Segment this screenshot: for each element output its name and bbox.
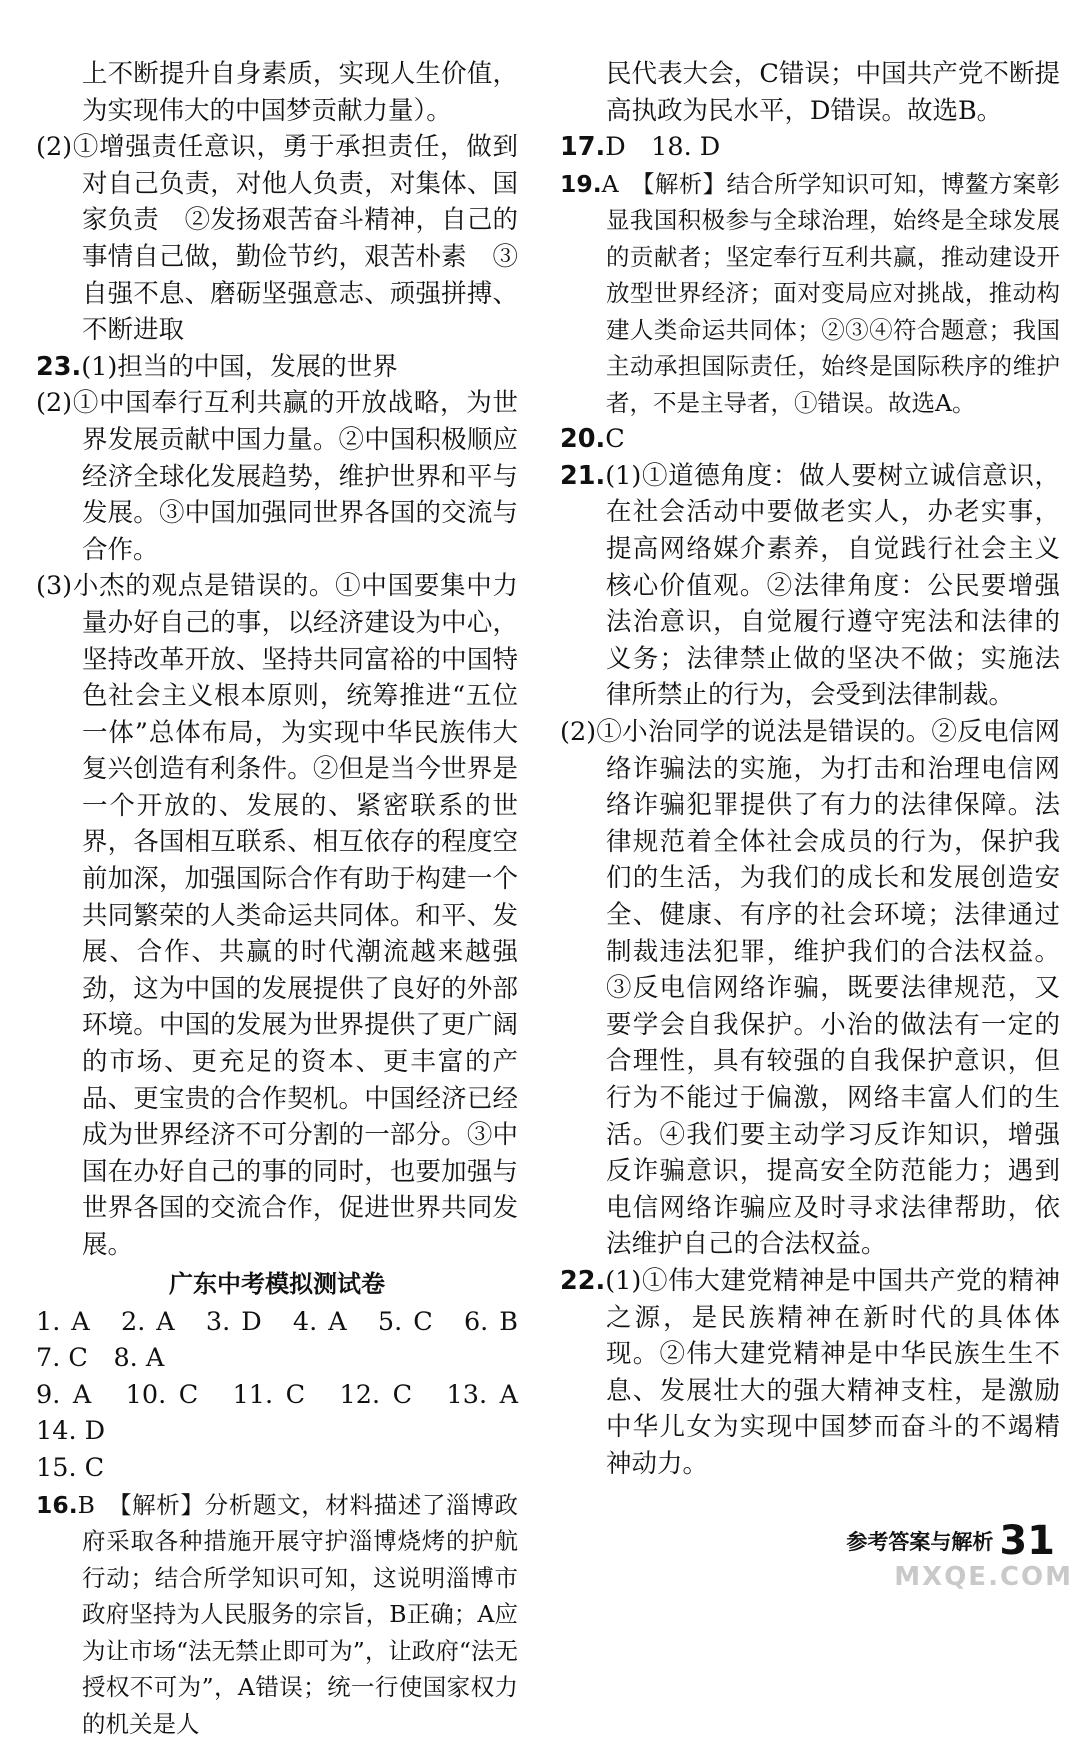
left-block-3 (36, 385, 518, 568)
block-text: (2)①小治同学的说法是错误的。②反电信网络诈骗法的实施，为打击和治理电信网络诈骗犯罪提供了有力的法律保障。法律规范着全体社会成员的行为，保护我们的生活，为我们的成长和发展创造安全、健康、有序的社会环境；法律通过制裁违法犯罪，维护我们的合法权益。③反电信网络诈骗，既要法律规范，又要学会自我保护。小治的做法有一定的合理性，具有较强的自我保护意识，但行为不能过于偏激，网络丰富人们的生活。④我们要主动学习反诈知识，增强反诈骗意识，提高安全防范能力；遇到电信网络诈骗应及时寻求法律帮助，依法维护自己的合法权益。 (560, 717, 1060, 1260)
question-number: 21. (560, 460, 606, 491)
right-column (560, 56, 1060, 1483)
answer-line-1: 1. A 2. A 3. D 4. A 5. C 6. B 7. C 8. A (36, 1306, 544, 1374)
block-text: 上不断提升自身素质，实现人生价值，为实现伟大的中国梦贡献力量）。 (82, 59, 518, 126)
block-text: D 18. D (605, 132, 721, 163)
page-number: 31 (999, 1518, 1055, 1564)
question-number: 22. (560, 1265, 606, 1296)
question-number: 17. (560, 132, 606, 163)
question-16 (36, 1487, 518, 1742)
block-text: A 【解析】结合所学知识可知，博鳌方案彰显我国积极参与全球治理，始终是全球发展的贡献者；坚定奉行互利共赢，推动建设开放型世界经济；面对变局应对挑战，推动构建人类命运共同体；②③④符合题意；我国主动承担国际责任，始终是国际秩序的维护者，不是主导者，①错误。故选A。 (601, 169, 1060, 417)
right-block-0 (560, 56, 1060, 129)
right-block-3 (560, 421, 1060, 458)
left-answer-blocks (36, 56, 518, 1264)
answer-line-3: 15. C (36, 1452, 105, 1483)
question-16-number: 16. (36, 1490, 78, 1519)
left-column (36, 56, 544, 1742)
section-title: 广东中考模拟测试卷 (169, 1269, 385, 1298)
block-text: (2)①中国奉行互利共赢的开放战略，为世界发展贡献中国力量。②中国积极顺应经济全球化发展趋势，维护世界和平与发展。③中国加强同世界各国的交流与合作。 (36, 388, 518, 565)
right-block-6 (560, 1263, 1060, 1483)
right-block-2 (560, 166, 1060, 422)
question-number: 23. (36, 351, 82, 382)
answer-line-2: 9. A 10. C 11. C 12. C 13. A 14. D (36, 1379, 544, 1447)
right-block-1 (560, 129, 1060, 166)
block-text: (1)①伟大建党精神是中国共产党的精神之源，是民族精神在新时代的具体体现。②伟大建党精神是中华民族生生不息、发展壮大的强大精神支柱，是激励中华儿女为实现中国梦而奋斗的不竭精神动力。 (605, 1265, 1060, 1479)
question-number: 20. (560, 424, 606, 455)
footer-label: 参考答案与解析 (846, 1530, 994, 1554)
right-block-5 (560, 714, 1060, 1263)
left-block-0 (36, 56, 518, 129)
block-text: (2)①增强责任意识，勇于承担责任，做到对自己负责，对他人负责，对集体、国家负责 ②发扬艰苦奋斗精神，自己的事情自己做，勤俭节约，艰苦朴素 ③自强不息、磨砺坚强意志、顽强拼搏、不断进取 (36, 132, 518, 346)
page-footer (846, 1518, 1055, 1564)
question-number: 19. (560, 169, 602, 198)
left-block-4 (36, 568, 518, 1263)
block-text: (1)担当的中国，发展的世界 (81, 351, 398, 382)
right-answer-blocks (560, 56, 1060, 1483)
left-block-1 (36, 129, 518, 349)
block-text: 民代表大会，C错误；中国共产党不断提高执政为民水平，D错误。故选B。 (606, 59, 1060, 126)
question-16-text: B 【解析】分析题文，材料描述了淄博政府采取各种措施开展守护淄博烧烤的护航行动；结合所学知识可知，这说明淄博市政府坚持为人民服务的宗旨，B正确；A应为让市场“法无禁止即可为”，让政府“法无授权不可为”，A错误；统一行使国家权力的机关是人 (77, 1490, 518, 1738)
block-text: (3)小杰的观点是错误的。①中国要集中力量办好自己的事，以经济建设为中心，坚持改革开放、坚持共同富裕的中国特色社会主义根本原则，统筹推进“五位一体”总体布局，为实现中华民族伟大复兴创造有利条件。②但是当今世界是一个开放的、发展的、紧密联系的世界，各国相互联系、相互依存的程度空前加深，加强国际合作有助于构建一个共同繁荣的人类命运共同体。和平、发展、合作、共赢的时代潮流越来越强劲，这为中国的发展提供了良好的外部环境。中国的发展为世界提供了更广阔的市场、更充足的资本、更丰富的产品、更宝贵的合作契机。中国经济已经成为世界经济不可分割的一部分。③中国在办好自己的事的同时，也要加强与世界各国的交流合作，促进世界共同发展。 (36, 571, 518, 1260)
left-block-2 (36, 349, 518, 386)
watermark: MXQE.COM (894, 1562, 1073, 1592)
block-text: (1)①道德角度：做人要树立诚信意识，在社会活动中要做老实人，办老实事，提高网络媒介素养，自觉践行社会主义核心价值观。②法律角度：公民要增强法治意识，自觉履行遵守宪法和法律的义务；法律禁止做的坚决不做；实施法律所禁止的行为，会受到法律制裁。 (605, 460, 1060, 711)
right-block-4 (560, 458, 1060, 714)
block-text: C (605, 424, 625, 455)
